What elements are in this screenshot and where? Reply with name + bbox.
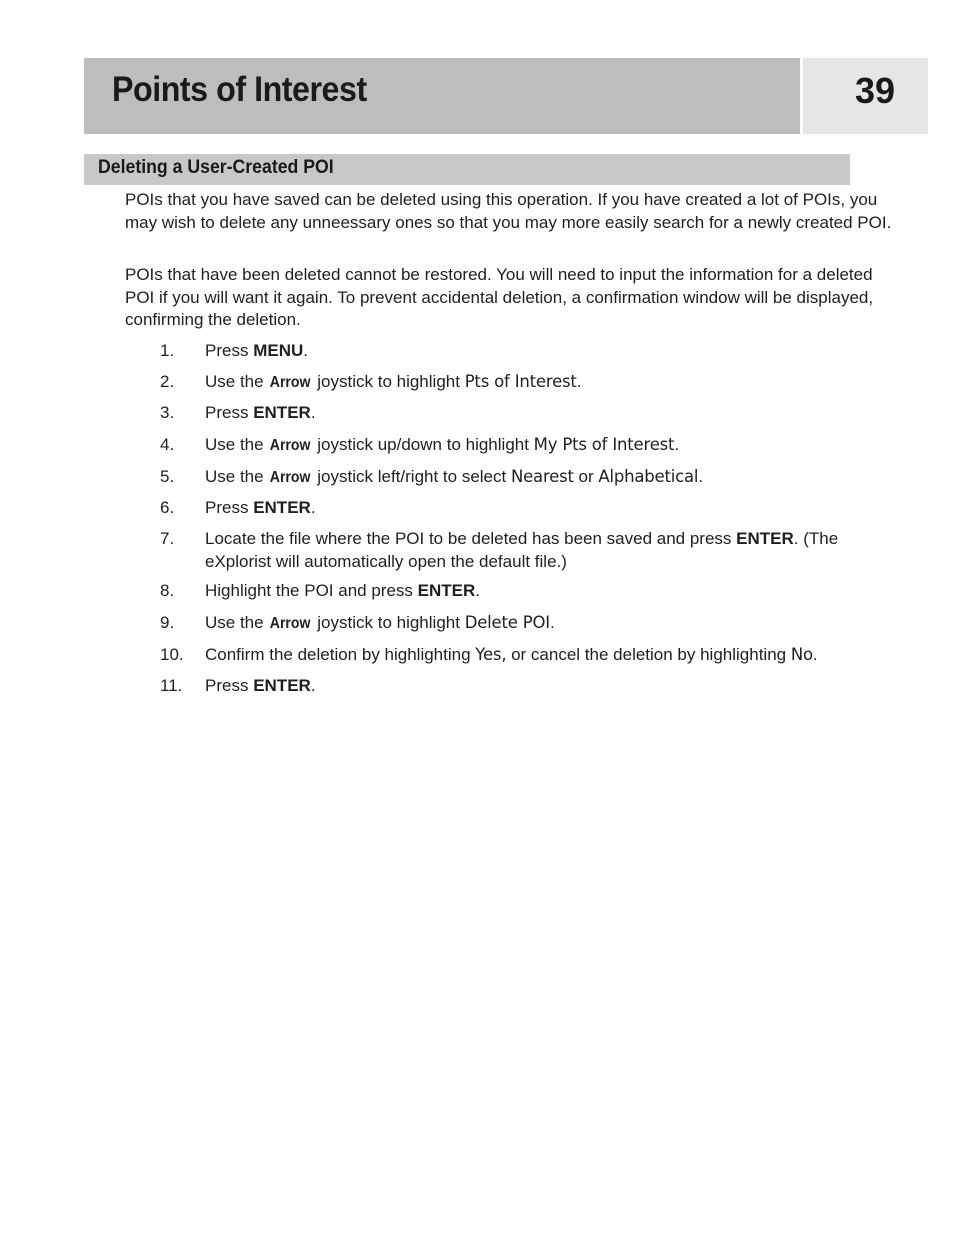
warning-paragraph: POIs that have been deleted cannot be restored. You will need to input the information for a deleted POI if you will want it again. To prevent accidental deletion, a confirmation window will be displayed, confirming the deletion. [125, 265, 874, 329]
step-number: 8. [160, 581, 175, 600]
step-text [205, 466, 895, 490]
step-text-part: Press [205, 498, 254, 517]
page-title: Points of Interest [112, 70, 367, 109]
screen-option-label: Delete POI [464, 613, 550, 632]
step-text-part: joystick to highlight [312, 613, 465, 632]
key-label: ENTER [417, 581, 476, 600]
step-number: 10. [160, 645, 184, 664]
key-label: ENTER [253, 403, 311, 422]
screen-option-label: Nearest [510, 467, 574, 486]
step-text-part: . [310, 403, 316, 422]
arrow-key-label: Arrow [270, 374, 311, 391]
step-number: 1. [160, 341, 175, 360]
step-text-part: . (The eXplorist will automatically open the default file.) [205, 529, 839, 571]
step-text [205, 528, 895, 573]
screen-option-label: My Pts of Interest [533, 435, 675, 454]
step-text-part: joystick left/right to select [312, 467, 511, 486]
key-label: MENU [253, 341, 304, 360]
step-text-part: Press [205, 341, 254, 360]
step-text-part: . [812, 645, 818, 664]
arrow-key-label: Arrow [270, 469, 311, 486]
step-text-part: . [310, 676, 316, 695]
step-text-part: Use the [205, 372, 269, 391]
step-text-part: . [674, 435, 680, 454]
step-text [205, 580, 895, 603]
step-text-part: Use the [205, 613, 269, 632]
step-text-part: Highlight the POI and press [205, 581, 418, 600]
screen-option-label: Pts of Interest [464, 372, 577, 391]
step-text-part: Use the [205, 435, 269, 454]
step-text-part: . [310, 498, 316, 517]
step-text-part: joystick up/down to highlight [312, 435, 534, 454]
step-number: 4. [160, 435, 175, 454]
step-number: 3. [160, 403, 175, 422]
arrow-key-label: Arrow [270, 615, 311, 632]
step-number: 7. [160, 529, 175, 548]
intro-paragraph: POIs that you have saved can be deleted using this operation. If you have created a lot of POIs, you may wish to delete any unneessary ones so that you may more easily search for a newly created POI. [125, 190, 892, 232]
step-number: 11. [160, 676, 183, 695]
step-text [205, 644, 895, 667]
step-text-part: . [475, 581, 480, 600]
screen-option-label: Alphabetical [598, 467, 699, 486]
step-text [205, 612, 895, 636]
step-text [205, 675, 895, 698]
step-text-part: Confirm the deletion by highlighting [205, 645, 476, 664]
step-text-part: Locate the file where the POI to be deleted has been saved and press [205, 529, 737, 548]
step-text [205, 340, 895, 363]
step-text [205, 371, 895, 395]
step-text-part: or [573, 467, 599, 486]
screen-option-label: No [790, 645, 813, 664]
step-text [205, 434, 895, 458]
step-text [205, 497, 895, 520]
step-text-part: or cancel the deletion by highlighting [506, 645, 791, 664]
key-label: ENTER [736, 529, 794, 548]
step-text-part: Use the [205, 467, 269, 486]
step-text-part: . [576, 372, 582, 391]
arrow-key-label: Arrow [270, 437, 311, 454]
page-number-box [803, 58, 928, 134]
step-text-part: Press [205, 403, 254, 422]
step-number: 2. [160, 372, 175, 391]
step-number: 5. [160, 467, 175, 486]
step-text [205, 402, 895, 425]
page-number: 39 [855, 70, 896, 111]
section-bar [84, 154, 850, 185]
key-label: ENTER [253, 498, 311, 517]
step-text-part: . [698, 467, 704, 486]
step-text-part: . [303, 341, 308, 360]
step-number: 6. [160, 498, 175, 517]
step-number: 9. [160, 613, 175, 632]
key-label: ENTER [253, 676, 311, 695]
screen-option-label: Yes, [475, 645, 507, 664]
header-bar [84, 58, 800, 134]
section-title: Deleting a User-Created POI [98, 157, 334, 178]
step-text-part: joystick to highlight [312, 372, 465, 391]
step-text-part: . [549, 613, 555, 632]
step-text-part: Press [205, 676, 254, 695]
